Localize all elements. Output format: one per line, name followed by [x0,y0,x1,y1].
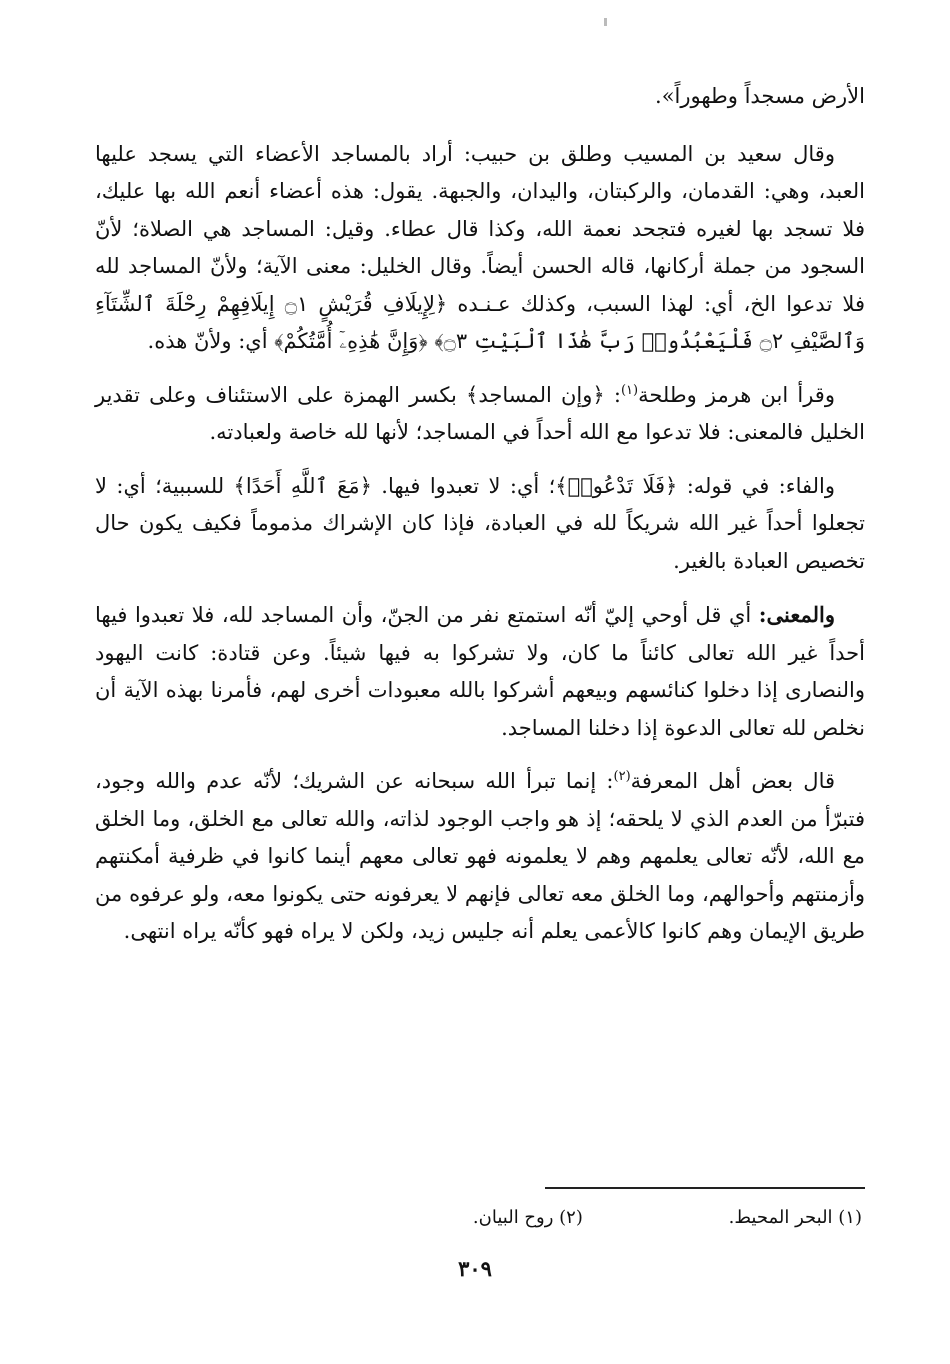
paragraph-text: الأرض مسجداً وطهوراً». [655,84,865,108]
paragraph-masajid-meaning [95,136,865,361]
paragraph-text: والفاء: في قوله: ﴿فَلَا تَدْعُوا۟﴾؛ أي: لا تعبدوا فيها. ﴿مَعَ ٱللَّهِ أَحَدًا﴾ للسببية؛ أي: لا تجعلوا أحداً غير الله شريكاً لله في العبادة، فإذا كان الإشراك مذموماً فكيف يكون حال تخصيص العبادة بالغير. [95,473,865,573]
footnote-divider [545,1187,865,1189]
paragraph-fa-sababiyya [95,468,865,581]
footnote-ref-1[interactable]: (١) [620,382,639,398]
paragraph-text: : ﴿وإن المساجد﴾ بكسر الهمزة على الاستئناف وعلى تقدير الخليل فالمعنى: فلا تدعوا مع الله أحداً في المساجد؛ لأنها لله خاصة ولعبادته. [95,382,865,444]
paragraph-meaning [95,596,865,747]
page-number: ٣٠٩ [458,1256,492,1281]
page-body [95,78,865,967]
paragraph-text: وقال سعيد بن المسيب وطلق بن حبيب: أراد بالمساجد الأعضاء التي يسجد عليها العبد، وهي: القدمان، والركبتان، واليدان، والجبهة. يقول: هذه أعضاء أنعم الله بها عليك، فلا تسجد بها لغيره فتجحد نعمة الله، وكذا قال عطاء. وقيل: المساجد هي الصلاة؛ لأنّ السجود من جملة أركانها، قاله الحسن أيضاً. وقال الخليل: معنى الآية؛ ولأنّ المساجد لله فلا تدعوا الخ، أي: لهذا السبب، وكذلك عـنـده ﴿لِإِيلَافِ قُرَيْشٍ ۝١ إِيلَافِهِمْ رِحْلَةَ ٱلشِّتَآءِ وَٱلصَّيْفِ ۝٢ فَلْيَعْبُدُوا۟ رَبَّ هَٰذَا ٱلْبَيْتِ ۝٣﴾ ﴿وَإِنَّ هَٰذِهِۦٓ أُمَّتُكُمْ﴾ أي: ولأنّ هذه. [95,141,866,353]
paragraph-continuation [95,78,865,116]
paragraph-ahl-al-marifa [95,763,865,951]
footnote-2: (٢) روح البيان. [472,1207,583,1228]
paragraph-text: أي قل أوحي إليّ أنّه استمتع نفر من الجنّ، وأن المساجد لله، فلا تعبدوا فيها أحداً غير الله تعالى كائناً ما كان، ولا تشركوا به فيها شيئاً. وعن قتادة: كانت اليهود والنصارى إذا دخلوا كنائسهم وبيعهم أشركوا بالله معبودات أخرى لهم، فأمرنا بهذه الآية أن نخلص لله تعالى الدعوة إذا دخلنا المساجد. [95,603,865,740]
paragraph-lead-word: والمعنى: [758,602,835,627]
paragraph-text: : إنما تبرأ الله سبحانه عن الشريك؛ لأنّه عدم والله وجود، فتبرّأ من العدم الذي لا يلحقه؛ إذ هو واجب الوجود لذاته، والله تعالى مع الخلق، وما الخلق مع الله، لأنّه تعالى يعلمهم وهم لا يعلمونه فهو تعالى معهم أينما كانوا في ظرفية أمكنتهم وأزمنتهم وأحوالهم، وما الخلق معه تعالى فإنهم لا يعرفونه حتى يكونوا معه، ولو عرفوه من طريق الإيمان وهم كانوا كالأعمى يعلم أنه جليس زيد، ولكن لا يراه فهو كأنّه يراه انتهى. [95,769,865,943]
scan-speck [604,18,607,26]
footnote-1: (١) البحر المحيط. [728,1207,862,1228]
paragraph-text: وقرأ ابن هرمز وطلحة [638,382,835,407]
paragraph-reading-variant [95,377,865,452]
paragraph-text: قال بعض أهل المعرفة [630,769,836,793]
footnote-ref-2[interactable]: (٢) [613,769,631,784]
footnotes [95,1204,862,1232]
